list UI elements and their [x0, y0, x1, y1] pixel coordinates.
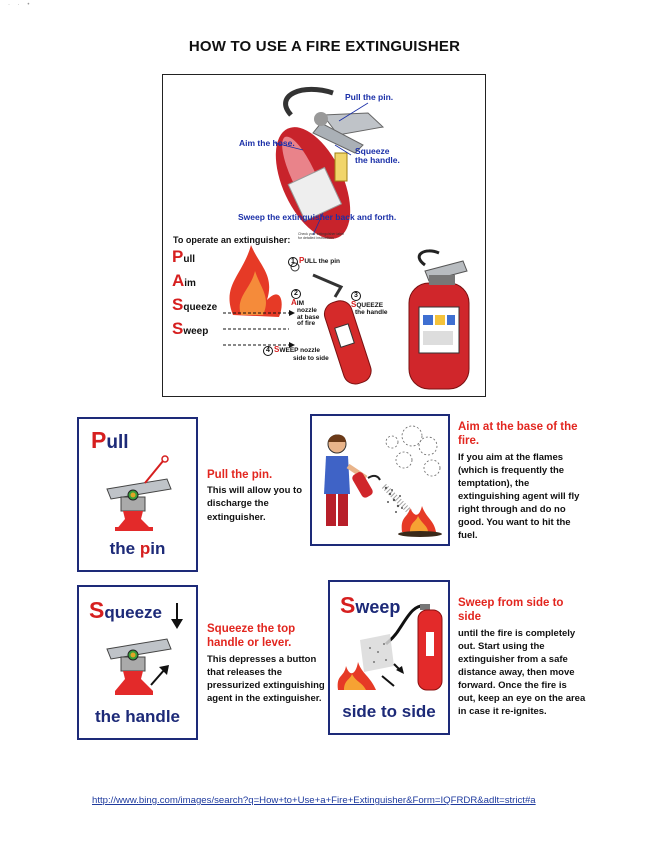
- pull-card-caption: the pin: [109, 539, 166, 558]
- pass-sweep: Sweep: [172, 319, 209, 338]
- squeeze-body: This depresses a button that releases the pressurized extinguishing agent in the extinguisher.: [207, 653, 325, 705]
- sweep-card-title: Sweep: [340, 592, 401, 618]
- squeeze-callout-line1: Squeeze: [355, 146, 390, 156]
- step-2: 2 AIM nozzle at base of fire: [291, 290, 320, 328]
- squeeze-heading: Squeeze the top handle or lever.: [207, 623, 296, 650]
- person-aiming-icon: [312, 416, 447, 543]
- operate-heading: To operate an extinguisher:: [173, 235, 291, 245]
- pass-poster: [162, 74, 486, 397]
- squeeze-card-title: Squeeze: [89, 597, 162, 623]
- squeeze-card: [77, 585, 198, 740]
- squeeze-callout-line2: the handle.: [355, 154, 400, 165]
- step-3: 3 SQUEEZE the handle: [351, 292, 388, 316]
- pull-body: This will allow you to discharge the extinguisher.: [207, 485, 303, 523]
- scan-marks: · · •: [8, 2, 33, 8]
- sweep-card-caption: side to side: [342, 702, 436, 721]
- sweep-callout: Sweep the extinguisher back and forth.: [238, 212, 397, 222]
- sweep-instruction: [458, 596, 586, 719]
- aim-hose-callout: Aim the hose.: [239, 138, 295, 148]
- pass-pull: Pull: [172, 247, 196, 266]
- sweep-card: [328, 580, 450, 735]
- aim-card: [310, 414, 450, 546]
- pass-aim: Aim: [172, 271, 196, 290]
- extinguisher-photo-icon: [260, 89, 383, 250]
- aim-heading: Aim at the base of the fire.: [458, 421, 578, 448]
- source-link[interactable]: http://www.bing.com/images/search?q=How+to+Use+a+Fire+Extinguisher&Form=IQFRDR&adlt=strict#a: [92, 795, 536, 806]
- pull-instruction: [207, 468, 312, 524]
- sweep-heading: Sweep from side to side: [458, 597, 564, 624]
- pull-heading: Pull the pin.: [207, 469, 273, 481]
- sweep-body: until the fire is completely out. Start using the extinguisher from a safe distance away, then move forward. Once the fire is out, keep an eye on the area in case it re-ignites.: [458, 627, 586, 718]
- step-4: 4 SWEEP nozzle side to side: [263, 346, 329, 363]
- pull-pin-callout: Pull the pin.: [345, 92, 394, 102]
- pass-squeeze: Squeeze: [172, 295, 218, 314]
- step-1: 1 PULL the pin: [288, 257, 340, 267]
- operate-note: Check your extinguisher label for detailed instructions: [298, 232, 344, 240]
- aim-body: If you aim at the flames (which is frequently the temptation), the extinguishing agent will fly right through and do no good. You want to hit the fuel.: [458, 451, 580, 542]
- pull-card-title: Pull: [91, 427, 129, 453]
- squeeze-handle-callout: [355, 147, 400, 165]
- squeeze-card-caption: the handle: [94, 707, 180, 726]
- pull-card: [77, 417, 198, 572]
- squeeze-instruction: [207, 622, 327, 705]
- page-title: HOW TO USE A FIRE EXTINGUISHER: [188, 38, 461, 55]
- aim-instruction: [458, 420, 583, 543]
- upright-extinguisher-icon: [409, 251, 469, 389]
- flame-icon: [223, 245, 295, 348]
